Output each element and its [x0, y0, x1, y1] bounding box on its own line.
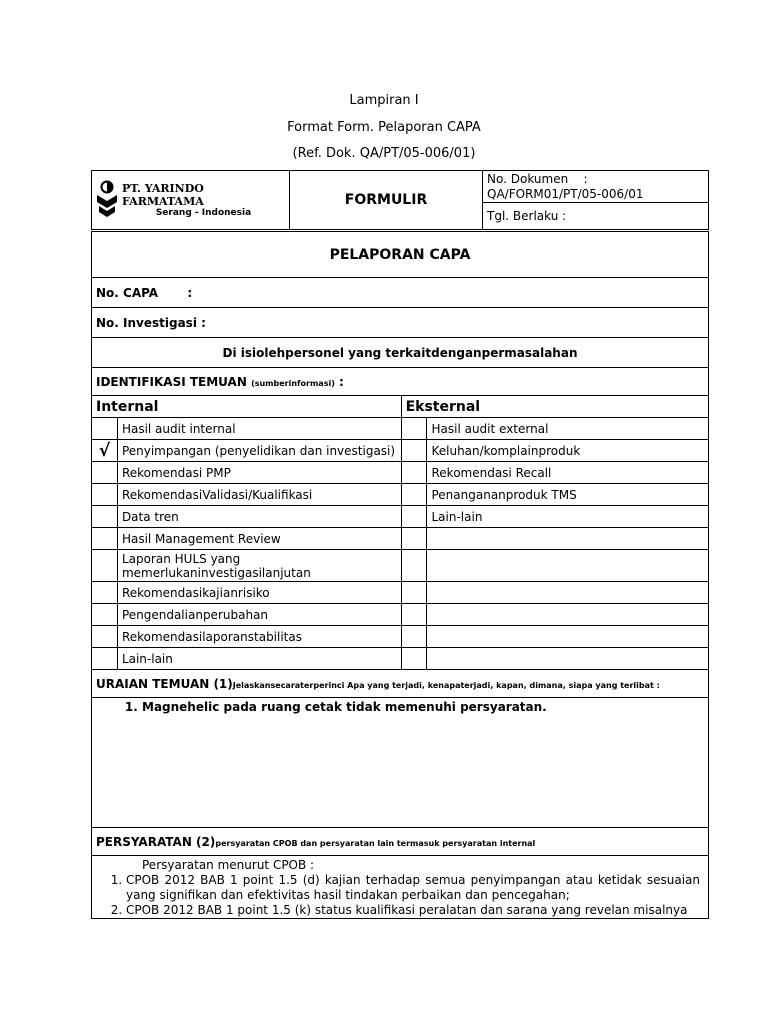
- uraian-item: 1. Magnehelic pada ruang cetak tidak memenuhi persyaratan.: [142, 700, 704, 715]
- persyaratan-content: [92, 856, 709, 919]
- company-name: PT. YARINDO FARMATAMA: [122, 182, 204, 208]
- persyaratan-item-1: 1. CPOB 2012 BAB 1 point 1.5 (d) kajian terhadap semua penyimpangan atau ketidak sesuaian yang signifikan dan efektivitas hasil tindakan perbaikan dan pencegahan;: [126, 873, 700, 903]
- eksternal-checkbox[interactable]: [401, 418, 427, 440]
- internal-item-label: Penyimpangan (penyelidikan dan investigasi): [117, 440, 401, 462]
- persyaratan-intro: Persyaratan menurut CPOB :: [142, 858, 315, 872]
- uraian-content: [92, 698, 709, 828]
- internal-item-label: Rekomendasi PMP: [117, 462, 401, 484]
- company-location: Serang - Indonesia: [155, 208, 252, 218]
- internal-checkbox[interactable]: [92, 484, 118, 506]
- eksternal-checkbox[interactable]: [401, 626, 427, 648]
- identifikasi-row: [92, 368, 709, 396]
- section-title: PELAPORAN CAPA: [92, 232, 709, 278]
- eksternal-checkbox[interactable]: [401, 440, 427, 462]
- uraian-row: [92, 670, 709, 698]
- eksternal-item-label: Lain-lain: [427, 506, 709, 528]
- internal-checkbox[interactable]: [92, 626, 118, 648]
- eksternal-checkbox[interactable]: [401, 550, 427, 582]
- eksternal-item-label: [427, 550, 709, 582]
- internal-item-label: Lain-lain: [117, 648, 401, 670]
- internal-checkbox[interactable]: [92, 418, 118, 440]
- eksternal-checkbox[interactable]: [401, 506, 427, 528]
- source-row: [92, 648, 709, 670]
- eksternal-checkbox[interactable]: [401, 648, 427, 670]
- internal-item-label: Pengendalianperubahan: [117, 604, 401, 626]
- effective-date: Tgl. Berlaku :: [483, 203, 709, 230]
- form-header-table: [91, 170, 709, 230]
- internal-checkbox[interactable]: √: [92, 440, 118, 462]
- eksternal-item-label: [427, 582, 709, 604]
- no-investigasi-field: No. Investigasi :: [92, 308, 709, 338]
- internal-item-label: Hasil Management Review: [117, 528, 401, 550]
- source-row: [92, 550, 709, 582]
- persyaratan-item-2: 2. CPOB 2012 BAB 1 point 1.5 (k) status kualifikasi peralatan dan sarana yang revelan misalnya: [126, 903, 700, 918]
- eksternal-item-label: [427, 604, 709, 626]
- uraian-label: URAIAN TEMUAN (1): [96, 676, 233, 691]
- form-title: FORMULIR: [290, 171, 483, 230]
- no-capa-field: No. CAPA :: [92, 278, 709, 308]
- uraian-note: Jelaskansecaraterperinci Apa yang terjadi, kenapaterjadi, kapan, dimana, siapa yang terlibat :: [232, 680, 660, 690]
- internal-checkbox[interactable]: [92, 550, 118, 582]
- eksternal-checkbox[interactable]: [401, 582, 427, 604]
- identifikasi-note: (sumberinformasi): [251, 378, 335, 388]
- source-row: [92, 528, 709, 550]
- eksternal-checkbox[interactable]: [401, 528, 427, 550]
- company-logo-cell: [92, 171, 290, 230]
- internal-checkbox[interactable]: [92, 506, 118, 528]
- eksternal-header: Eksternal: [401, 396, 708, 418]
- source-row: [92, 626, 709, 648]
- source-row: [92, 440, 709, 462]
- eksternal-item-label: [427, 626, 709, 648]
- source-row: [92, 604, 709, 626]
- identifikasi-label: IDENTIFIKASI TEMUAN: [96, 374, 252, 389]
- instruction-text: Di isiolehpersonel yang terkaitdenganpermasalahan: [92, 338, 709, 368]
- internal-item-label: Hasil audit internal: [117, 418, 401, 440]
- internal-item-label: Data tren: [117, 506, 401, 528]
- doc-number-label: No. Dokumen :: [487, 171, 588, 186]
- internal-checkbox[interactable]: [92, 462, 118, 484]
- header-line-1: Lampiran I: [349, 93, 419, 108]
- source-row: [92, 418, 709, 440]
- eksternal-checkbox[interactable]: [401, 484, 427, 506]
- eksternal-item-label: [427, 648, 709, 670]
- source-row: [92, 582, 709, 604]
- eksternal-item-label: Penangananproduk TMS: [427, 484, 709, 506]
- internal-checkbox[interactable]: [92, 582, 118, 604]
- persyaratan-note: persyaratan CPOB dan persyaratan lain termasuk persyaratan internal: [215, 838, 536, 848]
- source-row: [92, 484, 709, 506]
- persyaratan-label: PERSYARATAN (2): [96, 834, 216, 849]
- doc-number-cell: [483, 171, 709, 203]
- internal-item-label: Laporan HULS yang memerlukaninvestigasilanjutan: [117, 550, 401, 582]
- source-row: [92, 506, 709, 528]
- persyaratan-row: [92, 828, 709, 856]
- eksternal-checkbox[interactable]: [401, 604, 427, 626]
- identifikasi-colon: :: [334, 374, 344, 389]
- internal-item-label: RekomendasiValidasi/Kualifikasi: [117, 484, 401, 506]
- company-logo-icon: [96, 180, 118, 220]
- eksternal-checkbox[interactable]: [401, 462, 427, 484]
- capa-form-table: [91, 231, 709, 919]
- internal-checkbox[interactable]: [92, 528, 118, 550]
- internal-checkbox[interactable]: [92, 604, 118, 626]
- source-rows: [92, 418, 709, 670]
- doc-number-value: QA/FORM01/PT/05-006/01: [487, 186, 644, 201]
- header-line-3: (Ref. Dok. QA/PT/05-006/01): [292, 146, 476, 161]
- eksternal-item-label: [427, 528, 709, 550]
- eksternal-item-label: Keluhan/komplainproduk: [427, 440, 709, 462]
- eksternal-item-label: Hasil audit external: [427, 418, 709, 440]
- internal-checkbox[interactable]: [92, 648, 118, 670]
- eksternal-item-label: Rekomendasi Recall: [427, 462, 709, 484]
- source-row: [92, 462, 709, 484]
- internal-item-label: Rekomendasikajianrisiko: [117, 582, 401, 604]
- header-line-2: Format Form. Pelaporan CAPA: [287, 120, 481, 135]
- internal-header: Internal: [92, 396, 402, 418]
- internal-item-label: Rekomendasilaporanstabilitas: [117, 626, 401, 648]
